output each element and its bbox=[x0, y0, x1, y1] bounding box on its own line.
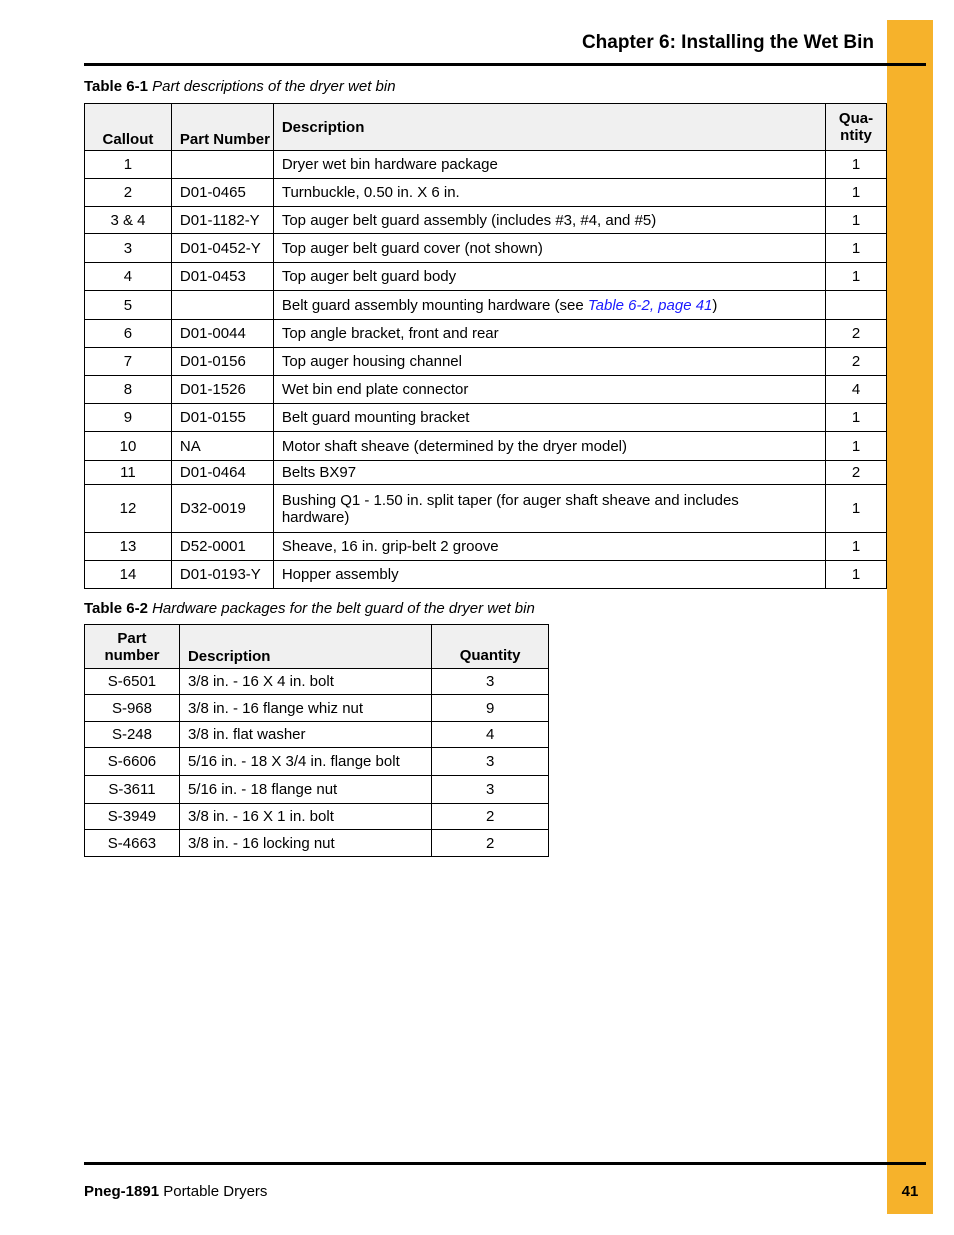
quantity-cell: 1 bbox=[826, 234, 887, 263]
chapter-title: Chapter 6: Installing the Wet Bin bbox=[581, 32, 874, 53]
description-cell bbox=[273, 291, 825, 320]
callout-cell: 14 bbox=[85, 561, 172, 589]
table-6-2-link[interactable]: Table 6-2, page 41 bbox=[587, 296, 713, 314]
callout-cell: 3 & 4 bbox=[85, 207, 172, 234]
table-row bbox=[85, 722, 549, 748]
table-row bbox=[85, 485, 887, 533]
callout-cell: 3 bbox=[85, 234, 172, 263]
table-row bbox=[85, 461, 887, 485]
footer-doc-title: Portable Dryers bbox=[163, 1183, 268, 1200]
footer-doc-id: Pneg-1891 bbox=[84, 1183, 160, 1200]
quantity-cell: 2 bbox=[432, 830, 549, 857]
callout-cell: 11 bbox=[85, 461, 172, 485]
quantity-header: Quantity bbox=[432, 625, 549, 669]
callout-cell: 7 bbox=[85, 348, 172, 376]
quantity-cell: 3 bbox=[432, 748, 549, 776]
description-cell: Dryer wet bin hardware package bbox=[273, 151, 825, 179]
description-cell: 3/8 in. - 16 locking nut bbox=[179, 830, 431, 857]
quantity-cell: 2 bbox=[432, 804, 549, 830]
description-cell: Wet bin end plate connector bbox=[273, 376, 825, 404]
description-cell: 3/8 in. - 16 X 4 in. bolt bbox=[179, 669, 431, 695]
part-number-cell: S-248 bbox=[85, 722, 180, 748]
callout-cell: 5 bbox=[85, 291, 172, 320]
quantity-cell: 1 bbox=[826, 263, 887, 291]
description-cell: Top auger belt guard body bbox=[273, 263, 825, 291]
part-number-cell: D01-1182-Y bbox=[171, 207, 273, 234]
quantity-cell: 1 bbox=[826, 533, 887, 561]
part-number-cell: D01-0193-Y bbox=[171, 561, 273, 589]
quantity-cell: 3 bbox=[432, 669, 549, 695]
part-number-header: Part number bbox=[85, 625, 180, 669]
footer-rule bbox=[84, 1162, 926, 1165]
table1-caption-label: Table 6-1 bbox=[84, 78, 148, 95]
quantity-cell: 1 bbox=[826, 179, 887, 207]
table-row bbox=[85, 263, 887, 291]
description-cell: Sheave, 16 in. grip-belt 2 groove bbox=[273, 533, 825, 561]
table-row bbox=[85, 804, 549, 830]
description-cell: 3/8 in. - 16 X 1 in. bolt bbox=[179, 804, 431, 830]
part-number-cell: D01-1526 bbox=[171, 376, 273, 404]
table2-caption-label: Table 6-2 bbox=[84, 600, 148, 617]
callout-cell: 2 bbox=[85, 179, 172, 207]
part-number-cell: D01-0044 bbox=[171, 320, 273, 348]
table-row bbox=[85, 376, 887, 404]
description-text: Belt guard assembly mounting hardware (see bbox=[281, 296, 588, 314]
part-number-cell: S-4663 bbox=[85, 830, 180, 857]
callout-header: Callout bbox=[85, 104, 172, 151]
table-row bbox=[85, 776, 549, 804]
table-row bbox=[85, 179, 887, 207]
description-cell: 3/8 in. flat washer bbox=[179, 722, 431, 748]
quantity-cell: 2 bbox=[826, 348, 887, 376]
quantity-cell: 9 bbox=[432, 695, 549, 722]
part-number-cell: D01-0453 bbox=[171, 263, 273, 291]
parts-table-header bbox=[85, 104, 887, 151]
part-number-cell: NA bbox=[171, 432, 273, 461]
description-cell: Hopper assembly bbox=[273, 561, 825, 589]
page-number: 41 bbox=[901, 1183, 919, 1200]
part-number-cell bbox=[171, 291, 273, 320]
table2-caption-text: Hardware packages for the belt guard of the dryer wet bin bbox=[152, 600, 535, 617]
hardware-table-header bbox=[85, 625, 549, 669]
callout-cell: 6 bbox=[85, 320, 172, 348]
part-number-cell: D01-0465 bbox=[171, 179, 273, 207]
description-text: ) bbox=[712, 296, 718, 314]
description-cell: 5/16 in. - 18 flange nut bbox=[179, 776, 431, 804]
part-number-cell: D52-0001 bbox=[171, 533, 273, 561]
part-number-cell: D01-0155 bbox=[171, 404, 273, 432]
part-number-cell: S-3611 bbox=[85, 776, 180, 804]
description-cell: Belt guard mounting bracket bbox=[273, 404, 825, 432]
quantity-cell: 1 bbox=[826, 561, 887, 589]
description-header: Description bbox=[273, 104, 825, 151]
part-number-cell: D01-0156 bbox=[171, 348, 273, 376]
hardware-table bbox=[84, 624, 549, 857]
quantity-cell: 2 bbox=[826, 320, 887, 348]
description-cell: Top auger housing channel bbox=[273, 348, 825, 376]
quantity-cell: 1 bbox=[826, 207, 887, 234]
part-number-cell bbox=[171, 151, 273, 179]
part-number-cell: S-6606 bbox=[85, 748, 180, 776]
table-row bbox=[85, 404, 887, 432]
description-cell: Motor shaft sheave (determined by the dryer model) bbox=[273, 432, 825, 461]
table-row bbox=[85, 748, 549, 776]
part-number-cell: S-3949 bbox=[85, 804, 180, 830]
part-number-cell: S-968 bbox=[85, 695, 180, 722]
table-row bbox=[85, 561, 887, 589]
table-row bbox=[85, 669, 549, 695]
quantity-cell: 2 bbox=[826, 461, 887, 485]
part-number-cell: D01-0464 bbox=[171, 461, 273, 485]
header-rule bbox=[84, 63, 926, 66]
description-cell: Top angle bracket, front and rear bbox=[273, 320, 825, 348]
part-number-cell: S-6501 bbox=[85, 669, 180, 695]
table-row bbox=[85, 432, 887, 461]
quantity-cell: 4 bbox=[432, 722, 549, 748]
description-cell: 3/8 in. - 16 flange whiz nut bbox=[179, 695, 431, 722]
callout-cell: 4 bbox=[85, 263, 172, 291]
quantity-cell: 1 bbox=[826, 151, 887, 179]
table-row bbox=[85, 830, 549, 857]
table-row bbox=[85, 695, 549, 722]
callout-cell: 9 bbox=[85, 404, 172, 432]
description-cell: Top auger belt guard assembly (includes #3, #4, and #5) bbox=[273, 207, 825, 234]
quantity-header: Qua- ntity bbox=[826, 104, 887, 151]
quantity-cell bbox=[826, 291, 887, 320]
quantity-cell: 3 bbox=[432, 776, 549, 804]
description-cell: Turnbuckle, 0.50 in. X 6 in. bbox=[273, 179, 825, 207]
part-number-cell: D01-0452-Y bbox=[171, 234, 273, 263]
description-cell: Belts BX97 bbox=[273, 461, 825, 485]
table2-caption bbox=[84, 600, 535, 617]
parts-table bbox=[84, 103, 887, 589]
callout-cell: 10 bbox=[85, 432, 172, 461]
description-header: Description bbox=[179, 625, 431, 669]
table-row bbox=[85, 151, 887, 179]
quantity-cell: 1 bbox=[826, 404, 887, 432]
description-cell: Top auger belt guard cover (not shown) bbox=[273, 234, 825, 263]
callout-cell: 8 bbox=[85, 376, 172, 404]
table-row bbox=[85, 234, 887, 263]
quantity-cell: 1 bbox=[826, 485, 887, 533]
table1-caption-text: Part descriptions of the dryer wet bin bbox=[152, 78, 396, 95]
callout-cell: 1 bbox=[85, 151, 172, 179]
table-row bbox=[85, 533, 887, 561]
callout-cell: 13 bbox=[85, 533, 172, 561]
footer-doc-info bbox=[84, 1183, 267, 1200]
part-number-cell: D32-0019 bbox=[171, 485, 273, 533]
description-cell: Bushing Q1 - 1.50 in. split taper (for auger shaft sheave and includes hardware) bbox=[273, 485, 825, 533]
table-row bbox=[85, 320, 887, 348]
callout-cell: 12 bbox=[85, 485, 172, 533]
chapter-side-tab bbox=[887, 20, 933, 1214]
table-row bbox=[85, 348, 887, 376]
description-cell: 5/16 in. - 18 X 3/4 in. flange bolt bbox=[179, 748, 431, 776]
part-number-header: Part Number bbox=[171, 104, 273, 151]
quantity-cell: 4 bbox=[826, 376, 887, 404]
quantity-cell: 1 bbox=[826, 432, 887, 461]
table-row bbox=[85, 291, 887, 320]
table-row bbox=[85, 207, 887, 234]
table1-caption bbox=[84, 78, 396, 95]
